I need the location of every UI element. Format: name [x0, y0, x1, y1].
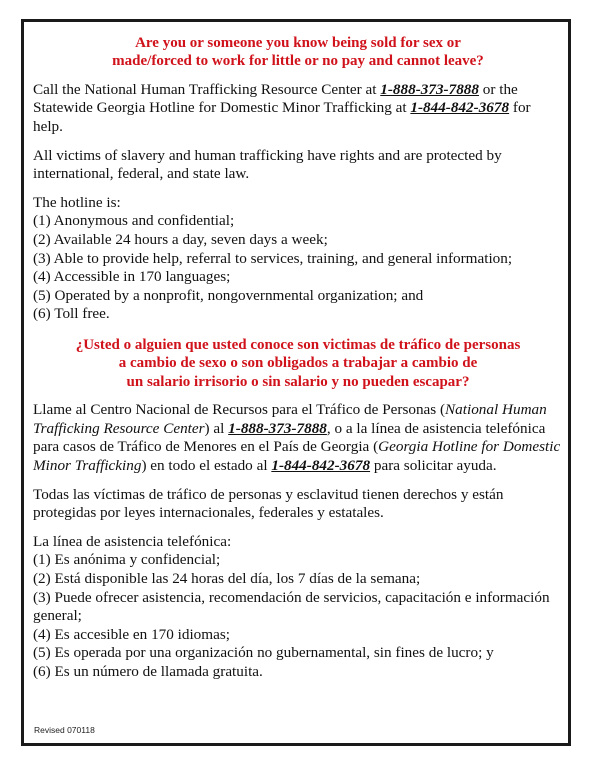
english-call-paragraph [33, 81, 563, 137]
list-item: (3) Puede ofrecer asistencia, recomendación de servicios, capacitación e información general; [33, 588, 550, 625]
list-item: (4) Accessible in 170 languages; [33, 268, 231, 286]
english-hotline-intro: The hotline is: [33, 193, 121, 211]
list-item: (5) Operated by a nonprofit, nongovernmental organization; and [33, 286, 424, 304]
english-heading-line: made/forced to work for little or no pay and cannot leave? [112, 53, 484, 70]
national-hotline-phone-link[interactable]: 1-888-373-7888 [380, 80, 479, 98]
english-call-text: or the Statewide Georgia Hotline for Domestic Minor Trafficking at [33, 80, 518, 117]
spanish-hotline-list [33, 551, 563, 681]
list-item: (3) Able to provide help, referral to services, training, and general information; [33, 249, 513, 267]
english-call-text: Call the National Human Trafficking Resource Center at [33, 80, 381, 98]
list-item: (6) Es un número de llamada gratuita. [33, 662, 263, 680]
english-hotline-list [33, 212, 563, 324]
national-hotline-phone-link[interactable]: 1-888-373-7888 [228, 419, 327, 437]
list-item: (4) Es accesible en 170 idiomas; [33, 625, 230, 643]
list-item: (5) Es operada por una organización no gubernamental, sin fines de lucro; y [33, 644, 494, 662]
spanish-heading-line: ¿Usted o alguien que usted conoce son victimas de tráfico de personas [75, 336, 521, 353]
hotline-english-name: Georgia Hotline for Domestic Minor Trafficking [33, 438, 561, 474]
list-item: (2) Available 24 hours a day, seven days a week; [33, 230, 328, 248]
spanish-heading-line: a cambio de sexo o son obligados a trabajar a cambio de [118, 355, 478, 372]
spanish-call-text: ) al [204, 419, 229, 437]
english-heading-line: Are you or someone you know being sold for sex or [135, 35, 461, 51]
list-item: (2) Está disponible las 24 horas del día, los 7 días de la semana; [33, 569, 421, 587]
english-heading [33, 34, 563, 71]
spanish-call-text: para solicitar ayuda. [370, 456, 497, 474]
spanish-heading [33, 336, 563, 391]
spanish-call-text: Llame al Centro Nacional de Recursos para el Tráfico de Personas ( [33, 401, 446, 419]
spanish-call-text: ) en todo el estado al [141, 456, 272, 474]
center-english-name: National Human Trafficking Resource Center [33, 401, 547, 437]
georgia-hotline-phone-link[interactable]: 1-844-842-3678 [271, 456, 371, 474]
spanish-rights-paragraph: Todas las víctimas de tráfico de personas y esclavitud tienen derechos y están protegidas por leyes internacionales, federales y estatales. [33, 485, 504, 522]
list-item: (1) Es anónima y confidencial; [33, 551, 221, 569]
georgia-hotline-phone-link[interactable]: 1-844-842-3678 [410, 99, 510, 117]
list-item: (6) Toll free. [33, 305, 110, 323]
spanish-heading-line: un salario irrisorio o sin salario y no pueden escapar? [126, 373, 470, 390]
spanish-call-text: , o a la línea de asistencia telefónica para casos de Tráfico de Menores en el País de Georgia ( [33, 419, 546, 456]
english-rights-paragraph: All victims of slavery and human trafficking have rights and are protected by international, federal, and state law. [33, 146, 502, 183]
spanish-call-paragraph [33, 401, 563, 475]
spanish-hotline-intro: La línea de asistencia telefónica: [33, 532, 232, 550]
english-call-text: for help. [33, 99, 531, 135]
flyer-content [33, 34, 563, 681]
list-item: (1) Anonymous and confidential; [33, 212, 235, 230]
revised-date: Revised 070118 [34, 725, 95, 735]
